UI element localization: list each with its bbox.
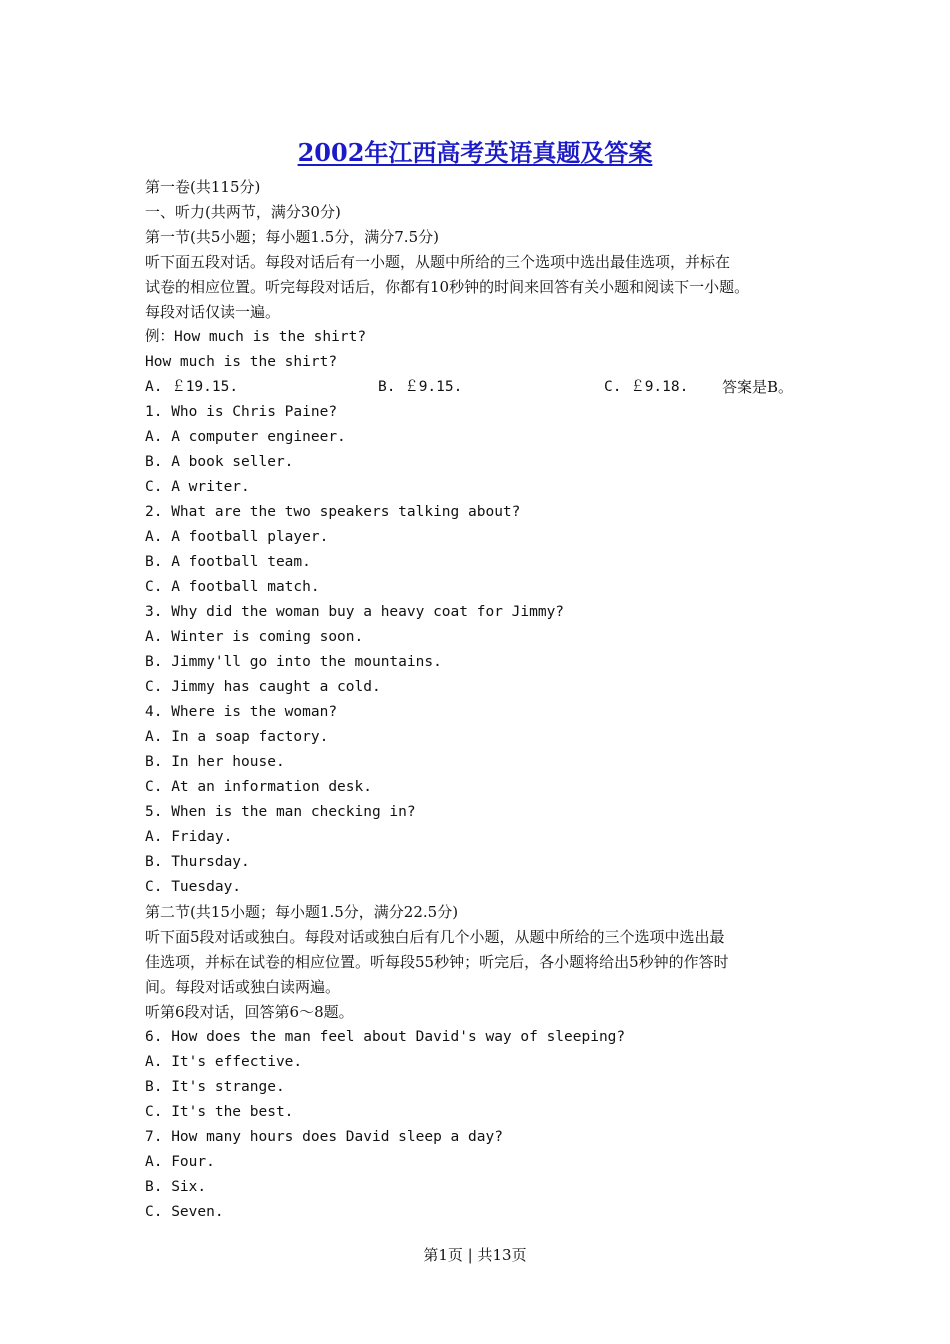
- option: A. Friday.: [145, 829, 233, 845]
- subsection-heading: 第二节(共15小题；每小题1.5分，满分22.5分): [145, 903, 459, 921]
- instruction-text: 佳选项，并标在试卷的相应位置。听每段55秒钟；听完后，各小题将给出5秒钟的作答时: [145, 953, 729, 971]
- example-question: 例：How much is the shirt?: [145, 329, 367, 345]
- instruction-text: 试卷的相应位置。听完每段对话后，你都有10秒钟的时间来回答有关小题和阅读下一小题。: [145, 278, 750, 296]
- option: A. A football player.: [145, 529, 329, 545]
- instruction-text: 听下面5段对话或独白。每段对话或独白后有几个小题，从题中所给的三个选项中选出最: [145, 928, 725, 946]
- question: 7. How many hours does David sleep a day?: [145, 1129, 503, 1145]
- subsection-heading: 第一节(共5小题；每小题1.5分，满分7.5分): [145, 228, 439, 246]
- example-option-b: B. ￡9.15.: [378, 379, 463, 395]
- option: C. It's the best.: [145, 1104, 294, 1120]
- option: C. Seven.: [145, 1204, 224, 1220]
- document-title[interactable]: 2002年江西高考英语真题及答案: [297, 138, 653, 167]
- instruction-text: 每段对话仅读一遍。: [145, 303, 281, 321]
- question: 4. Where is the woman?: [145, 704, 338, 720]
- question: 1. Who is Chris Paine?: [145, 404, 338, 420]
- example-option-a: A. ￡19.15.: [145, 379, 239, 395]
- question: 5. When is the man checking in?: [145, 804, 416, 820]
- option: C. A writer.: [145, 479, 250, 495]
- option: B. It's strange.: [145, 1079, 285, 1095]
- example-option-c: C. ￡9.18.: [604, 379, 689, 395]
- question: 6. How does the man feel about David's way of sleeping?: [145, 1029, 626, 1045]
- option: C. Jimmy has caught a cold.: [145, 679, 381, 695]
- example-answer: 答案是B。: [722, 378, 794, 396]
- option: A. Winter is coming soon.: [145, 629, 364, 645]
- instruction-text: 听下面五段对话。每段对话后有一小题，从题中所给的三个选项中选出最佳选项，并标在: [145, 253, 731, 271]
- instruction-text: 听第6段对话，回答第6～8题。: [145, 1003, 354, 1021]
- option: B. Six.: [145, 1179, 207, 1195]
- section-heading: 第一卷(共115分): [145, 178, 261, 196]
- option: B. A football team.: [145, 554, 311, 570]
- option: B. Thursday.: [145, 854, 250, 870]
- page-footer: 第1页 | 共13页: [423, 1246, 527, 1264]
- document-body: [145, 175, 815, 1225]
- instruction-text: 间。每段对话或独白读两遍。: [145, 978, 341, 996]
- option: A. It's effective.: [145, 1054, 303, 1070]
- option: A. Four.: [145, 1154, 215, 1170]
- option: C. A football match.: [145, 579, 320, 595]
- part-heading: 一、听力(共两节，满分30分): [145, 203, 341, 221]
- option: B. Jimmy'll go into the mountains.: [145, 654, 442, 670]
- example-options: [145, 375, 815, 400]
- option: B. A book seller.: [145, 454, 294, 470]
- option: A. In a soap factory.: [145, 729, 329, 745]
- option: B. In her house.: [145, 754, 285, 770]
- option: A. A computer engineer.: [145, 429, 346, 445]
- question: 3. Why did the woman buy a heavy coat for Jimmy?: [145, 604, 565, 620]
- example-question: How much is the shirt?: [145, 354, 338, 370]
- option: C. Tuesday.: [145, 879, 242, 895]
- option: C. At an information desk.: [145, 779, 372, 795]
- question: 2. What are the two speakers talking about?: [145, 504, 521, 520]
